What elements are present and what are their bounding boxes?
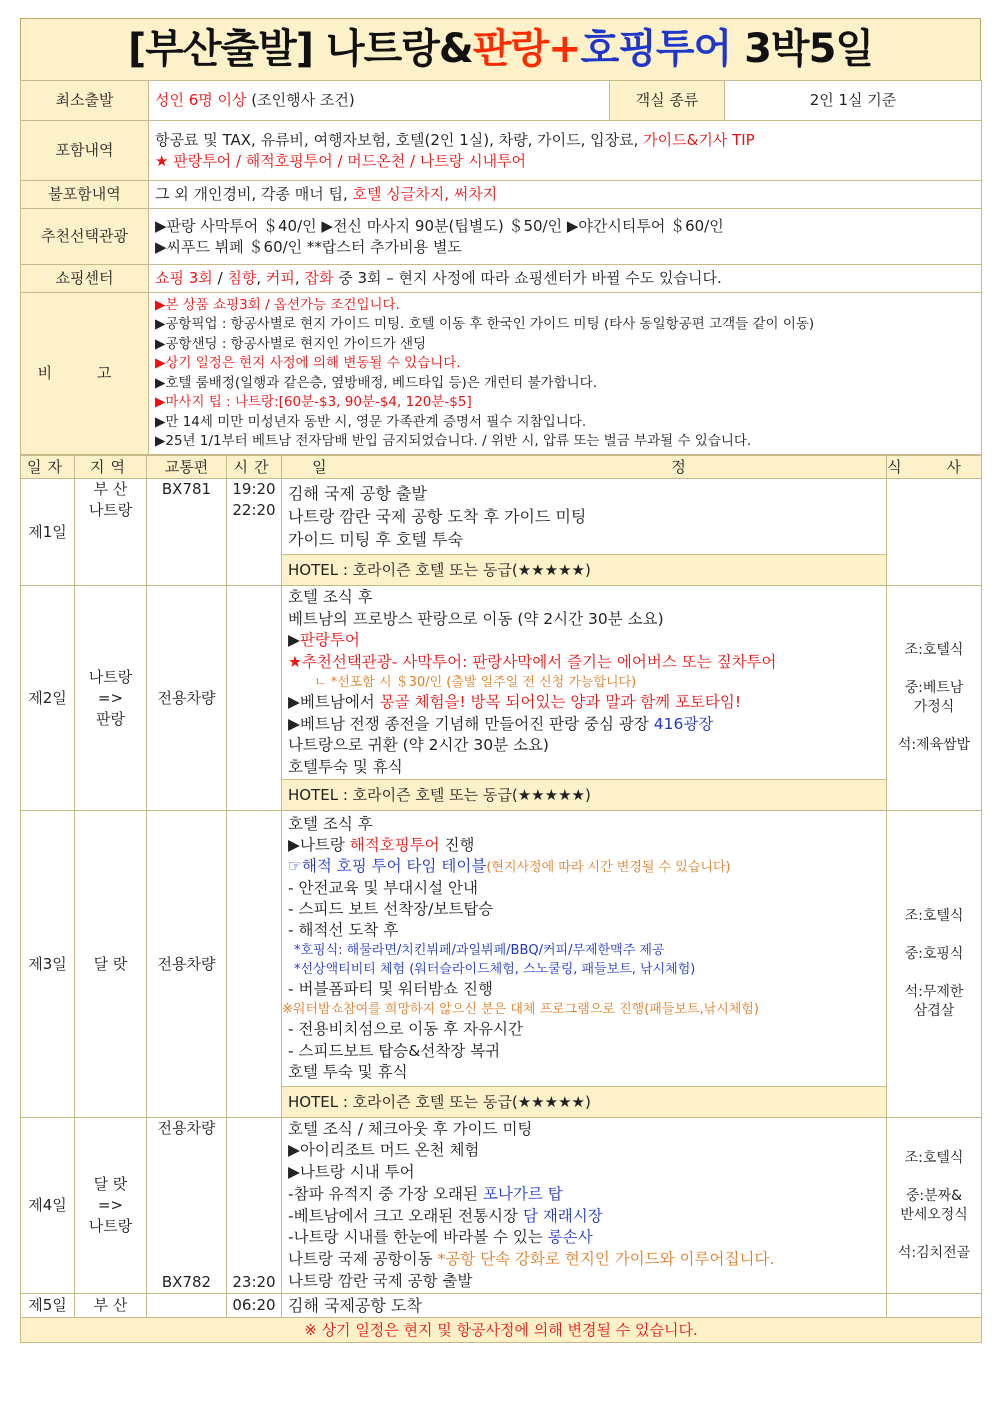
note-text: *공항 단속 강화로 현지인 가이드와 이루어집니다.: [437, 1249, 775, 1268]
transport-line: BX782: [161, 1273, 212, 1291]
meal-dinner: 석:무제한: [904, 984, 964, 1000]
day-2-hotel: HOTEL : 호라이즌 호텔 또는 동급(★★★★★): [282, 780, 887, 811]
footer-notice: ※ 상기 일정은 현지 및 항공사정에 의해 변경될 수 있습니다.: [21, 1318, 982, 1343]
region-line: 나트랑: [88, 501, 133, 519]
itinerary-line: [288, 692, 880, 714]
itinerary-line: ㄴ *선포함 시 ＄30/인 (출발 일주일 전 신청 가능합니다): [314, 675, 637, 690]
note-item: ▶25년 1/1부터 베트남 전자담배 반입 금지되었습니다. / 위반 시, 압류 또는 벌금 부과될 수 있습니다.: [155, 433, 752, 449]
shopping-sep-3: ,: [294, 269, 305, 287]
note-item: ▶공항샌딩 : 항공사별로 현지인 가이드가 샌딩: [155, 335, 427, 352]
day-1-meals: [887, 479, 982, 586]
included-line-1: 항공료 및 TAX, 유류비, 여행자보험, 호텔(2인 1실), 차량, 가이드, 입장료,: [155, 130, 644, 149]
day-1-hotel: HOTEL : 호라이즌 호텔 또는 동급(★★★★★): [282, 555, 887, 586]
day-2-meals: [887, 586, 982, 811]
title-part-5: 3박5일: [731, 26, 874, 72]
meal-lunch: 중:베트남: [904, 680, 964, 696]
itinerary-line: - 해적선 도착 후: [288, 921, 399, 939]
plain-text: -나트랑 시내를 한눈에 바라볼 수 있는: [288, 1228, 548, 1247]
day-4-time: 23:20: [227, 1118, 282, 1294]
day-3-hotel: HOTEL : 호라이즌 호텔 또는 동급(★★★★★): [282, 1087, 887, 1118]
meal-dinner: 석:제육쌈밥: [897, 737, 971, 753]
day-5-label: 제5일: [21, 1294, 75, 1318]
day-5-meals: [887, 1294, 982, 1318]
note-item: ▶상기 일정은 현지 사정에 의해 변동될 수 있습니다.: [155, 355, 461, 371]
itinerary-line: 호텔 조식 후: [288, 814, 373, 833]
itinerary-sheet: [20, 18, 981, 1343]
itinerary-line: 베트남의 프로방스 판랑으로 이동 (약 2시간 30분 소요): [288, 609, 664, 628]
header-day: 일자: [21, 456, 75, 479]
meal-dinner: 삼겹살: [913, 1003, 955, 1019]
region-line: 나트랑: [88, 667, 133, 686]
day-1-itinerary: [282, 479, 887, 555]
meal-lunch: 중:분짜&: [905, 1187, 963, 1204]
itinerary-line: [288, 630, 880, 652]
highlight-text: 포나가르 탑: [482, 1184, 563, 1203]
time-line: 19:20: [232, 480, 276, 498]
min-depart-label: 최소출발: [21, 81, 149, 121]
page-title: [20, 18, 981, 80]
highlight-text: 416광장: [653, 714, 714, 733]
plain-text: 나트랑 국제 공항이동: [288, 1249, 438, 1268]
note-item: ▶마사지 팁 : 나트랑:[60분-$3, 90분-$4, 120분-$5]: [155, 394, 472, 410]
day-4-itinerary: [282, 1118, 887, 1294]
table-row: [21, 479, 982, 555]
itinerary-line: *선상액티비티 체험 (워터슬라이드체험, 스노쿨링, 패들보트, 낚시체험): [294, 962, 696, 978]
plain-text: ▶나트랑: [288, 836, 350, 855]
table-row: [21, 1294, 982, 1318]
day-1-label: 제1일: [21, 479, 75, 586]
highlight-text: 롱손사: [547, 1228, 593, 1247]
itinerary-line: ▶아이리조트 머드 온천 체험: [288, 1141, 480, 1160]
meal-lunch: 반세오정식: [900, 1206, 968, 1223]
region-line: 나트랑: [88, 1217, 133, 1235]
included-label: 포함내역: [21, 121, 149, 181]
meal-lunch: 가정식: [913, 699, 955, 715]
day-3-region: 달 랏: [75, 811, 147, 1118]
room-type-value: 2인 1실 기준: [725, 81, 982, 121]
itinerary-line: [288, 714, 880, 736]
plain-text: 진행: [439, 836, 475, 855]
notes-list: [149, 293, 982, 455]
header-itinerary: 일 정: [282, 456, 887, 479]
optional-tour-value: [149, 209, 982, 265]
excluded-red: 호텔 싱글차지, 써차지: [352, 185, 498, 203]
day-4-transport: [147, 1118, 227, 1294]
header-region: 지역: [75, 456, 147, 479]
itinerary-line: [288, 652, 880, 674]
note-item: ▶본 상품 쇼핑3회 / 옵션가능 조건입니다.: [155, 296, 400, 313]
day-3-meals: [887, 811, 982, 1118]
info-table: [20, 80, 982, 455]
itinerary-line: - 스피드 보트 선착장/보트탑승: [288, 899, 494, 918]
arrow-bullet: ▶: [288, 631, 300, 649]
itinerary-line: 호텔 투숙 및 휴식: [288, 1062, 408, 1081]
min-depart-value: [149, 81, 610, 121]
highlight-text: 추천선택관광- 사막투어: 판랑사막에서 즐기는 에어버스 또는 짚차투어: [301, 652, 777, 671]
optional-line-2: ▶씨푸드 뷔페 ＄60/인 **랍스터 추가비용 별도: [155, 237, 462, 256]
day-2-region: [75, 586, 147, 811]
day-3-itinerary: [282, 811, 887, 1087]
itinerary-line: [288, 1249, 880, 1271]
highlight-text: 해적호핑투어: [349, 836, 440, 855]
itinerary-line: 가이드 미팅 후 호텔 투숙: [288, 530, 463, 549]
meal-lunch: 중:호핑식: [904, 946, 964, 962]
highlight-text: 몽골 체험을! 방목 되어있는 양과 말과 함께 포토타임!: [379, 693, 742, 711]
shopping-item-1: 침향: [227, 269, 257, 287]
optional-line-1: ▶판랑 사막투어 ＄40/인 ▶전신 마사지 90분(팁별도) ＄50/인 ▶야간시티투어 ＄60/인: [155, 216, 724, 235]
table-row: [21, 586, 982, 780]
day-1-region: [75, 479, 147, 586]
title-part-4: 호핑투어: [580, 26, 732, 72]
meal-dinner: 석:김치전골: [897, 1244, 971, 1261]
star-bullet: ★: [288, 652, 302, 671]
highlight-text: ☞해적 호핑 투어 타임 테이블: [288, 857, 487, 876]
meal-breakfast: 조:호텔식: [904, 908, 964, 924]
plain-text: ▶베트남 전쟁 종전을 기념해 만들어진 판랑 중심 광장: [288, 714, 654, 733]
header-transport: 교통편: [147, 456, 227, 479]
transport-line: 전용차량: [157, 1119, 216, 1137]
itinerary-line: 나트랑으로 귀환 (약 2시간 30분 소요): [288, 736, 549, 754]
day-5-itinerary: 김해 국제공항 도착: [282, 1294, 887, 1318]
room-type-label: 객실 종류: [610, 81, 725, 121]
meal-breakfast: 조:호텔식: [904, 642, 964, 658]
day-5-transport: [147, 1294, 227, 1318]
note-item: ▶만 14세 미만 미성년자 동반 시, 영문 가족관계 증명서 필수 지참입니다.: [155, 413, 587, 430]
day-2-label: 제2일: [21, 586, 75, 811]
itinerary-line: [288, 1184, 880, 1206]
day-1-transport: BX781: [147, 479, 227, 586]
excluded-value: [149, 181, 982, 209]
region-line: 달 랏: [93, 1175, 128, 1193]
itinerary-line: 호텔 조식 / 체크아웃 후 가이드 미팅: [288, 1119, 533, 1138]
itinerary-line: *호핑식: 해물라면/치킨뷔페/과일뷔페/BBQ/커피/무제한맥주 제공: [294, 943, 665, 959]
region-line: =>: [97, 688, 124, 707]
min-depart-rest: (조인행사 조건): [246, 91, 355, 109]
day-4-region: [75, 1118, 147, 1294]
shopping-count: 쇼핑 3회: [155, 269, 213, 287]
table-row: [21, 1118, 982, 1294]
meal-breakfast: 조:호텔식: [904, 1149, 964, 1166]
region-line: 부 산: [93, 480, 128, 498]
included-line-2: ★ 판랑투어 / 해적호핑투어 / 머드온천 / 나트랑 시내투어: [155, 151, 527, 170]
day-5-region: 부 산: [75, 1294, 147, 1318]
region-line: =>: [97, 1196, 124, 1214]
plain-text: -베트남에서 크고 오래된 전통시장: [288, 1206, 523, 1225]
title-part-3: +: [548, 26, 581, 72]
shopping-rest: 중 3회 – 현지 사정에 따라 쇼핑센터가 바뀔 수도 있습니다.: [333, 269, 722, 287]
table-row: [21, 811, 982, 1087]
plain-text: ▶베트남에서: [288, 693, 380, 711]
note-text: (현지사정에 따라 시간 변경될 수 있습니다): [486, 860, 731, 876]
header-meals: 식 사: [887, 456, 982, 479]
itinerary-line: [288, 1227, 880, 1249]
day-3-transport: 전용차량: [147, 811, 227, 1118]
included-line-1-red: 가이드&기사 TIP: [643, 130, 755, 149]
itinerary-line: - 전용비치섬으로 이동 후 자유시간: [288, 1020, 523, 1039]
note-item: ▶공항픽업 : 항공사별로 현지 가이드 미팅. 호텔 이동 후 한국인 가이드 미팅 (타사 동일항공편 고객들 같이 이동): [155, 316, 815, 332]
shopping-label: 쇼핑센터: [21, 265, 149, 293]
min-depart-red: 성인 6명 이상: [155, 91, 247, 109]
itinerary-line: 김해 국제 공항 출발: [288, 484, 427, 503]
shopping-sep-1: /: [212, 269, 228, 287]
notes-label: 비 고: [21, 293, 149, 455]
title-part-1: [부산출발] 나트랑&: [127, 26, 473, 72]
day-3-label: 제3일: [21, 811, 75, 1118]
itinerary-line: [288, 856, 880, 877]
itinerary-line: ※워터밤쇼참여를 희망하지 않으신 분은 대체 프로그램으로 진행(패들보트,낚시체험): [282, 1002, 759, 1018]
day-2-transport: 전용차량: [147, 586, 227, 811]
included-value: [149, 121, 982, 181]
itinerary-line: 나트랑 깜란 국제 공항 출발: [288, 1271, 473, 1290]
excluded-label: 불포함내역: [21, 181, 149, 209]
itinerary-line: - 스피드보트 탑승&선착장 복귀: [288, 1041, 501, 1060]
shopping-value: [149, 265, 982, 293]
excluded-text: 그 외 개인경비, 각종 매너 팁,: [155, 185, 353, 203]
optional-tour-label: 추천선택관광: [21, 209, 149, 265]
shopping-item-2: 커피: [265, 269, 295, 287]
region-line: 판랑: [96, 709, 125, 728]
day-5-time: 06:20: [227, 1294, 282, 1318]
itinerary-line: 호텔 조식 후: [288, 588, 373, 606]
title-part-2: 판랑: [472, 26, 549, 72]
day-3-time: [227, 811, 282, 1118]
schedule-table: [20, 455, 982, 1343]
day-2-time: [227, 586, 282, 811]
highlight-text: 담 재래시장: [522, 1206, 603, 1225]
itinerary-line: - 안전교육 및 부대시설 안내: [288, 878, 479, 897]
day-1-time: [227, 479, 282, 586]
itinerary-line: - 버블폼파티 및 워터밤쇼 진행: [288, 980, 493, 999]
day-4-label: 제4일: [21, 1118, 75, 1294]
day-4-meals: [887, 1118, 982, 1294]
shopping-sep-2: ,: [256, 269, 266, 287]
itinerary-line: [288, 835, 880, 856]
itinerary-line: ▶나트랑 시내 투어: [288, 1163, 415, 1182]
itinerary-line: [288, 1206, 880, 1228]
note-item: ▶호텔 룸배정(일행과 같은층, 옆방배정, 베드타입 등)은 개런티 불가합니다.: [155, 374, 598, 391]
highlight-text: 판랑투어: [299, 631, 360, 649]
plain-text: -참파 유적지 중 가장 오래된: [288, 1184, 483, 1203]
shopping-item-3: 잡화: [304, 269, 334, 287]
itinerary-line: 나트랑 깜란 국제 공항 도착 후 가이드 미팅: [288, 507, 587, 526]
day-2-itinerary: [282, 586, 887, 780]
time-line: 22:20: [232, 501, 276, 519]
itinerary-line: 호텔투숙 및 휴식: [288, 757, 403, 776]
header-time: 시간: [227, 456, 282, 479]
